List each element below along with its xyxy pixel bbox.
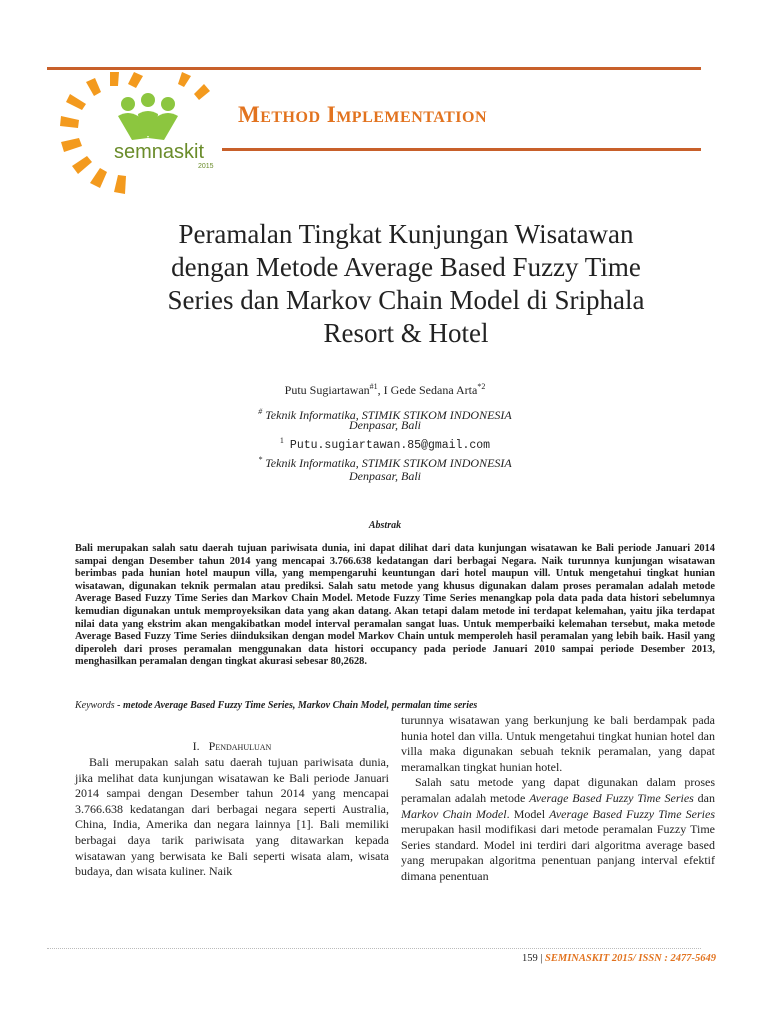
- journal-info: SEMINASKIT 2015/ ISSN : 2477-5649: [545, 953, 716, 964]
- title-line: Resort & Hotel: [323, 318, 489, 348]
- text-run-italic: Average Based Fuzzy Time Series: [529, 790, 694, 805]
- author-name: Putu Sugiartawan: [284, 383, 370, 397]
- logo-text: semnaskit: [114, 141, 205, 163]
- email-marker: 1: [279, 436, 284, 445]
- keywords-label: Keywords: [75, 700, 115, 711]
- title-line: Series dan Markov Chain Model di Sriphala: [167, 285, 645, 315]
- semnaskit-logo: [52, 70, 232, 200]
- logo-year: 2015: [198, 163, 214, 170]
- keywords-text: - metode Average Based Fuzzy Time Series, Markov Chain Model, permalan time series: [114, 700, 478, 711]
- section-number: I.: [192, 739, 200, 753]
- left-column-paragraph: Bali merupakan salah satu daerah tujuan pariwisata dunia, jika melihat data kunjungan wisatawan ke Bali periode Januari 2014 sampai dengan Desember tahun 2014 yang mencapai 3.766.638 kedatangan dari berbagai negara seperti Australia, China, India, Amerika dan negara lainnya [1]. Bali memiliki berbagai daya tarik pariwisata yang ditawarkan kepada wisatawan yang berwisata ke Bali seperti wisata alam, wisata budaya, dan wisata kuliner. Naik: [75, 755, 389, 879]
- keywords-line: [75, 700, 545, 711]
- text-run: merupakan hasil modifikasi dari metode peramalan Fuzzy Time Series standard. Model ini terdiri dari algoritma average based yang merupakan algoritma penentuan panjang interval efektif dimana penentuan: [401, 822, 715, 883]
- author-marker: #1: [369, 382, 378, 391]
- affiliation-line: Teknik Informatika, STIMIK STIKOM INDONESIA: [265, 408, 512, 422]
- title-line: Peramalan Tingkat Kunjungan Wisatawan: [178, 219, 634, 249]
- affiliation-marker: *: [258, 455, 263, 464]
- author-marker: *2: [477, 382, 486, 391]
- page-footer: [300, 953, 716, 964]
- author-separator: ,: [377, 383, 384, 397]
- affiliation-2-city: Denpasar, Bali: [349, 469, 421, 483]
- affiliation-1-city: Denpasar, Bali: [349, 418, 421, 432]
- author-email[interactable]: Putu.sugiartawan.85@gmail.com: [289, 439, 491, 452]
- right-column-paragraph: turunnya wisatawan yang berkunjung ke bali berdampak pada hunia hotel dan villa. Untuk mengetahui tingkat hunian hotel dan villa maka digunakan sebuah teknik peramalan, yang dapat meramalkan tingkat hunian hotel.: [401, 713, 715, 774]
- footer-rule: [47, 948, 701, 949]
- title-line: dengan Metode Average Based Fuzzy Time: [171, 252, 641, 282]
- text-run-italic: Average Based Fuzzy Time Series: [549, 806, 715, 821]
- text-run: dan: [693, 790, 715, 805]
- section-title-text: Pendahuluan: [208, 739, 272, 753]
- section-heading: [75, 739, 389, 754]
- text-run: Salah satu metode yang dapat digunakan dalam proses peramalan adalah metode: [401, 775, 715, 805]
- abstract-heading: Abstrak: [368, 520, 402, 531]
- affiliation-line: Teknik Informatika, STIMIK STIKOM INDONESIA: [265, 456, 512, 470]
- author-name: I Gede Sedana Arta: [383, 383, 478, 397]
- affiliation-marker: #: [258, 407, 263, 416]
- section-title: Method Implementation: [238, 102, 487, 127]
- footer-separator: |: [537, 953, 546, 964]
- paper-title: [100, 218, 712, 350]
- text-run-italic: Markov Chain Model: [401, 806, 507, 821]
- header-rule: [222, 148, 701, 151]
- right-column: [401, 713, 715, 885]
- abstract-body: Bali merupakan salah satu daerah tujuan pariwisata dunia, ini dapat dilihat dari data kunjungan wisatawan ke Bali periode Januari 2014 sampai dengan Desember tahun 2014 yang mencapai 3.766.638 kedatangan dari berbagai Negara. Naik turunnya kunjungan wisatawan berimbas pada hunian hotel maupun villa, yang mempengaruhi keuntungan dari hotel maupun vill. Untuk mengetahui tingkat hunian wisatawan, digunakan teknik permalan atau prediksi. Salah satu metode yang khusus digunakan dalam proses peramalan adalah metode Average Based Fuzzy Time Series dan Markov Chain Model. Metode Fuzzy Time Series menangkap pola data pada data histori sebelumnya kemudian digunakan untuk memproyeksikan data yang akan datang. Akan tetapi dalam metode ini terdapat kelemahan, yaitu jika terdapat nilai data yang ekstrim akan mengakibatkan model interval peramalan sangat luas. Untuk memperbaiki kelemahan tersebut, maka metode Average Based Fuzzy Time Series diinduksikan dengan model Markov Chain untuk memperoleh hasil peramalan yang lebih baik. Hasil yang diperoleh dari proses peramalan menggunakan data histori occupancy pada periode Januari 2010 sampai periode Desember 2013, menghasilkan peramalan dengan tingkat akurasi sebesar 80,2628.: [75, 543, 715, 668]
- text-run: . Model: [506, 806, 550, 821]
- page-number: 159: [521, 953, 538, 964]
- right-column-paragraph: [401, 775, 715, 884]
- author-email-line: [80, 433, 690, 453]
- author-list: [80, 379, 690, 398]
